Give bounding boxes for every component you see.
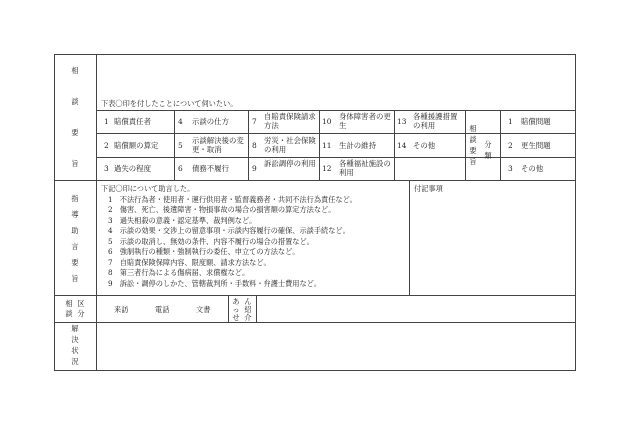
referral-char: っ xyxy=(232,305,240,314)
frame-right xyxy=(575,54,576,371)
label-kubun-2: 区 xyxy=(77,299,85,308)
advice-item: 7 自賠責保険保障内容、限度額、請求方法など。 xyxy=(108,258,271,267)
bunrui-label-1: 相 xyxy=(469,124,477,133)
topic-col-6 xyxy=(500,110,501,181)
label-kubun-1: 相 xyxy=(65,299,73,308)
topic-num: 8 xyxy=(252,141,257,150)
referral-char: せ xyxy=(232,313,240,322)
topic-label: 自賠責保険請求方法 xyxy=(264,112,316,131)
topic-num: 2 xyxy=(104,141,109,150)
topic-label: その他 xyxy=(413,141,436,150)
topic-label: 生計の維持 xyxy=(339,141,376,150)
topic-num: 1 xyxy=(104,117,109,126)
topic-num: 7 xyxy=(252,117,257,126)
section-line-2 xyxy=(54,295,576,296)
topic-table-top xyxy=(96,110,576,111)
topic-row-line-2b xyxy=(500,157,576,158)
bunrui-num: 2 xyxy=(508,141,513,150)
bunrui-label2-1: 分 xyxy=(484,140,492,149)
topic-label: 賠償責任者 xyxy=(114,117,151,126)
label-shidou-4: 言 xyxy=(71,242,79,251)
referral-char: 介 xyxy=(244,313,252,322)
label-soudan-youshi-1: 相 xyxy=(71,66,79,75)
topic-label: 各種援護措置の利用 xyxy=(413,112,458,131)
topic-col-4 xyxy=(394,110,395,181)
bunrui-label-2: 談 xyxy=(469,135,477,144)
advice-item: 6 強制執行の種類・強制執行の委任、申立ての方法など。 xyxy=(108,247,300,256)
notes-label: 付記事項 xyxy=(414,184,443,193)
topic-row-line-1 xyxy=(96,133,500,134)
advice-item: 2 傷害、死亡、後遺障害・物損事故の場合の損害額の算定方法など。 xyxy=(108,205,336,214)
frame-left xyxy=(54,54,55,371)
advice-item: 4 示談の効果・交渉上の留意事項・示談内容履行の確保、示談手続など。 xyxy=(108,226,350,235)
topic-num: 3 xyxy=(104,164,109,173)
label-shidou-2: 導 xyxy=(71,210,79,219)
advice-item: 5 示談の取消し、無効の条件、内容不履行の場合の措置など。 xyxy=(108,237,314,246)
advice-header: 下記〇印について助言した。 xyxy=(101,184,195,193)
category-visit: 来訪 xyxy=(114,305,129,314)
topic-num: 12 xyxy=(322,164,332,173)
label-shidou-3: 助 xyxy=(71,226,79,235)
topic-label: 労災・社会保険の利用 xyxy=(264,136,316,155)
frame-top xyxy=(54,54,576,55)
referral-char: あ xyxy=(232,297,240,306)
topic-label: 示談の仕方 xyxy=(192,117,229,126)
label-kaiketsu-4: 況 xyxy=(71,357,79,366)
notes-divider xyxy=(409,180,410,296)
label-kubun-3: 談 xyxy=(65,309,73,318)
topic-label: 過失の程度 xyxy=(114,164,151,173)
bunrui-label: 賠償問題 xyxy=(521,117,551,126)
topic-num: 4 xyxy=(178,117,183,126)
bunrui-label: その他 xyxy=(521,164,544,173)
topic-col-3 xyxy=(319,110,320,181)
topic-label: 身体障害者の更生 xyxy=(339,112,391,131)
consultation-instruction: 下表〇印を付したことについて伺いたい。 xyxy=(101,99,238,108)
label-kubun-4: 分 xyxy=(77,309,85,318)
topic-num: 13 xyxy=(397,117,407,126)
topic-num: 10 xyxy=(322,117,332,126)
advice-item: 3 過失相殺の意義・認定基準、裁判例など。 xyxy=(108,216,257,225)
bunrui-label-4: 旨 xyxy=(469,157,477,166)
referral-char: 紹 xyxy=(244,305,252,314)
topic-num: 14 xyxy=(397,141,407,150)
label-soudan-youshi-4: 旨 xyxy=(71,159,79,168)
topic-label: 訴訟調停の利用 xyxy=(264,159,316,168)
bunrui-num: 3 xyxy=(508,164,513,173)
label-kaiketsu-1: 解 xyxy=(71,324,79,333)
bunrui-label2-2: 類 xyxy=(484,151,492,160)
category-phone: 電話 xyxy=(155,305,170,314)
topic-num: 5 xyxy=(178,141,183,150)
label-kaiketsu-2: 決 xyxy=(71,335,79,344)
label-shidou-6: 旨 xyxy=(71,274,79,283)
label-divider xyxy=(96,54,97,371)
advice-item: 8 第三者行為による傷病届、求償権など。 xyxy=(108,268,250,277)
label-soudan-youshi-2: 談 xyxy=(71,97,79,106)
advice-item: 9 訴訟・調停のしかた、管轄裁判所・手数料・弁護士費用など。 xyxy=(108,279,322,288)
bunrui-num: 1 xyxy=(508,117,513,126)
advice-item: 1 不法行為者・使用者・運行供用者・監督義務者・共同不法行為責任など。 xyxy=(108,195,357,204)
topic-col-1 xyxy=(174,110,175,181)
category-divider-2 xyxy=(256,295,257,323)
bunrui-label: 更生問題 xyxy=(521,141,551,150)
topic-label: 示談解決後の変更・取消 xyxy=(192,136,244,155)
topic-row-line-1b xyxy=(500,133,576,134)
topic-label: 賠償額の算定 xyxy=(114,141,159,150)
topic-label: 債務不履行 xyxy=(192,164,229,173)
topic-col-5 xyxy=(465,110,466,181)
label-shidou-5: 要 xyxy=(71,258,79,267)
section-line-3 xyxy=(54,322,576,323)
label-kaiketsu-3: 状 xyxy=(71,346,79,355)
topic-num: 11 xyxy=(322,141,332,150)
category-divider-1 xyxy=(228,295,229,323)
topic-col-2 xyxy=(248,110,249,181)
referral-char: ん xyxy=(244,297,252,306)
topic-num: 6 xyxy=(178,164,183,173)
bunrui-label-3: 要 xyxy=(469,146,477,155)
label-soudan-youshi-3: 要 xyxy=(71,128,79,137)
topic-label: 各種福祉施設の利用 xyxy=(339,159,391,178)
topic-num: 9 xyxy=(252,164,257,173)
topic-row-line-2 xyxy=(96,157,500,158)
category-document: 文書 xyxy=(196,305,211,314)
label-shidou-1: 指 xyxy=(71,194,79,203)
frame-bottom xyxy=(54,370,576,371)
section-line-1 xyxy=(54,180,576,181)
